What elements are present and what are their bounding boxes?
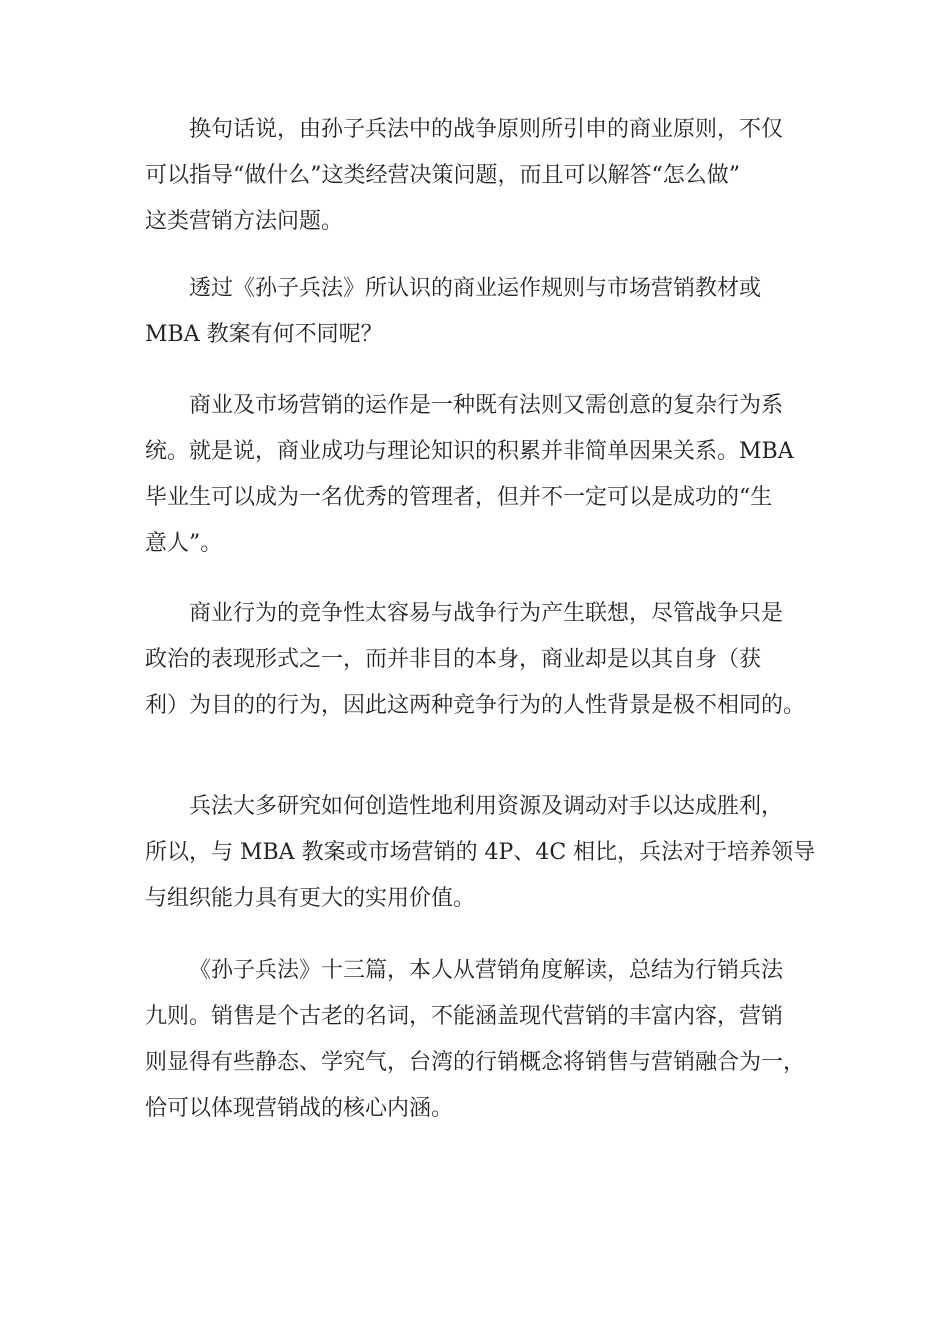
paragraph-line: MBA 教案有何不同呢？ (145, 322, 383, 347)
paragraph-line: 政治的表现形式之一，而并非目的本身，商业却是以其自身（获 (145, 647, 762, 672)
paragraph-1 (145, 107, 810, 245)
paragraph-line: 换句话说，由孙子兵法中的战争原则所引申的商业原则，不仅 (189, 117, 784, 142)
paragraph-line: 商业及市场营销的运作是一种既有法则又需创意的复杂行为系 (189, 393, 784, 418)
paragraph-3 (145, 383, 810, 567)
paragraph-line: 则显得有些静态、学究气，台湾的行销概念将销售与营销融合为一， (145, 1050, 806, 1075)
paragraph-line: 利）为目的的行为，因此这两种竞争行为的人性背景是极不相同的。 (145, 693, 806, 718)
paragraph-line: 《孙子兵法》十三篇，本人从营销角度解读，总结为行销兵法 (189, 958, 784, 983)
paragraph-line: 毕业生可以成为一名优秀的管理者，但并不一定可以是成功的“生 (145, 485, 773, 510)
paragraph-line: 与组织能力具有更大的实用价值。 (145, 886, 476, 911)
paragraph-6 (145, 948, 810, 1132)
paragraph-2 (145, 266, 810, 358)
paragraph-line: 商业行为的竞争性太容易与战争行为产生联想，尽管战争只是 (189, 601, 784, 626)
paragraph-5 (145, 784, 816, 922)
paragraph-line: 九则。销售是个古老的名词，不能涵盖现代营销的丰富内容，营销 (145, 1004, 784, 1029)
paragraph-line: 可以指导“做什么”这类经营决策问题，而且可以解答“怎么做” (145, 163, 740, 188)
paragraph-line: 透过《孙子兵法》所认识的商业运作规则与市场营销教材或 (189, 276, 762, 301)
paragraph-line: 兵法大多研究如何创造性地利用资源及调动对手以达成胜利， (189, 794, 784, 819)
paragraph-4 (145, 591, 810, 729)
paragraph-line: 意人”。 (145, 531, 223, 556)
paragraph-line: 恰可以体现营销战的核心内涵。 (145, 1096, 454, 1121)
paragraph-line: 统。就是说，商业成功与理论知识的积累并非简单因果关系。MBA (145, 439, 794, 464)
paragraph-line: 这类营销方法问题。 (145, 209, 344, 234)
paragraph-line: 所以，与 MBA 教案或市场营销的 4P、4C 相比，兵法对于培养领导 (145, 840, 816, 865)
